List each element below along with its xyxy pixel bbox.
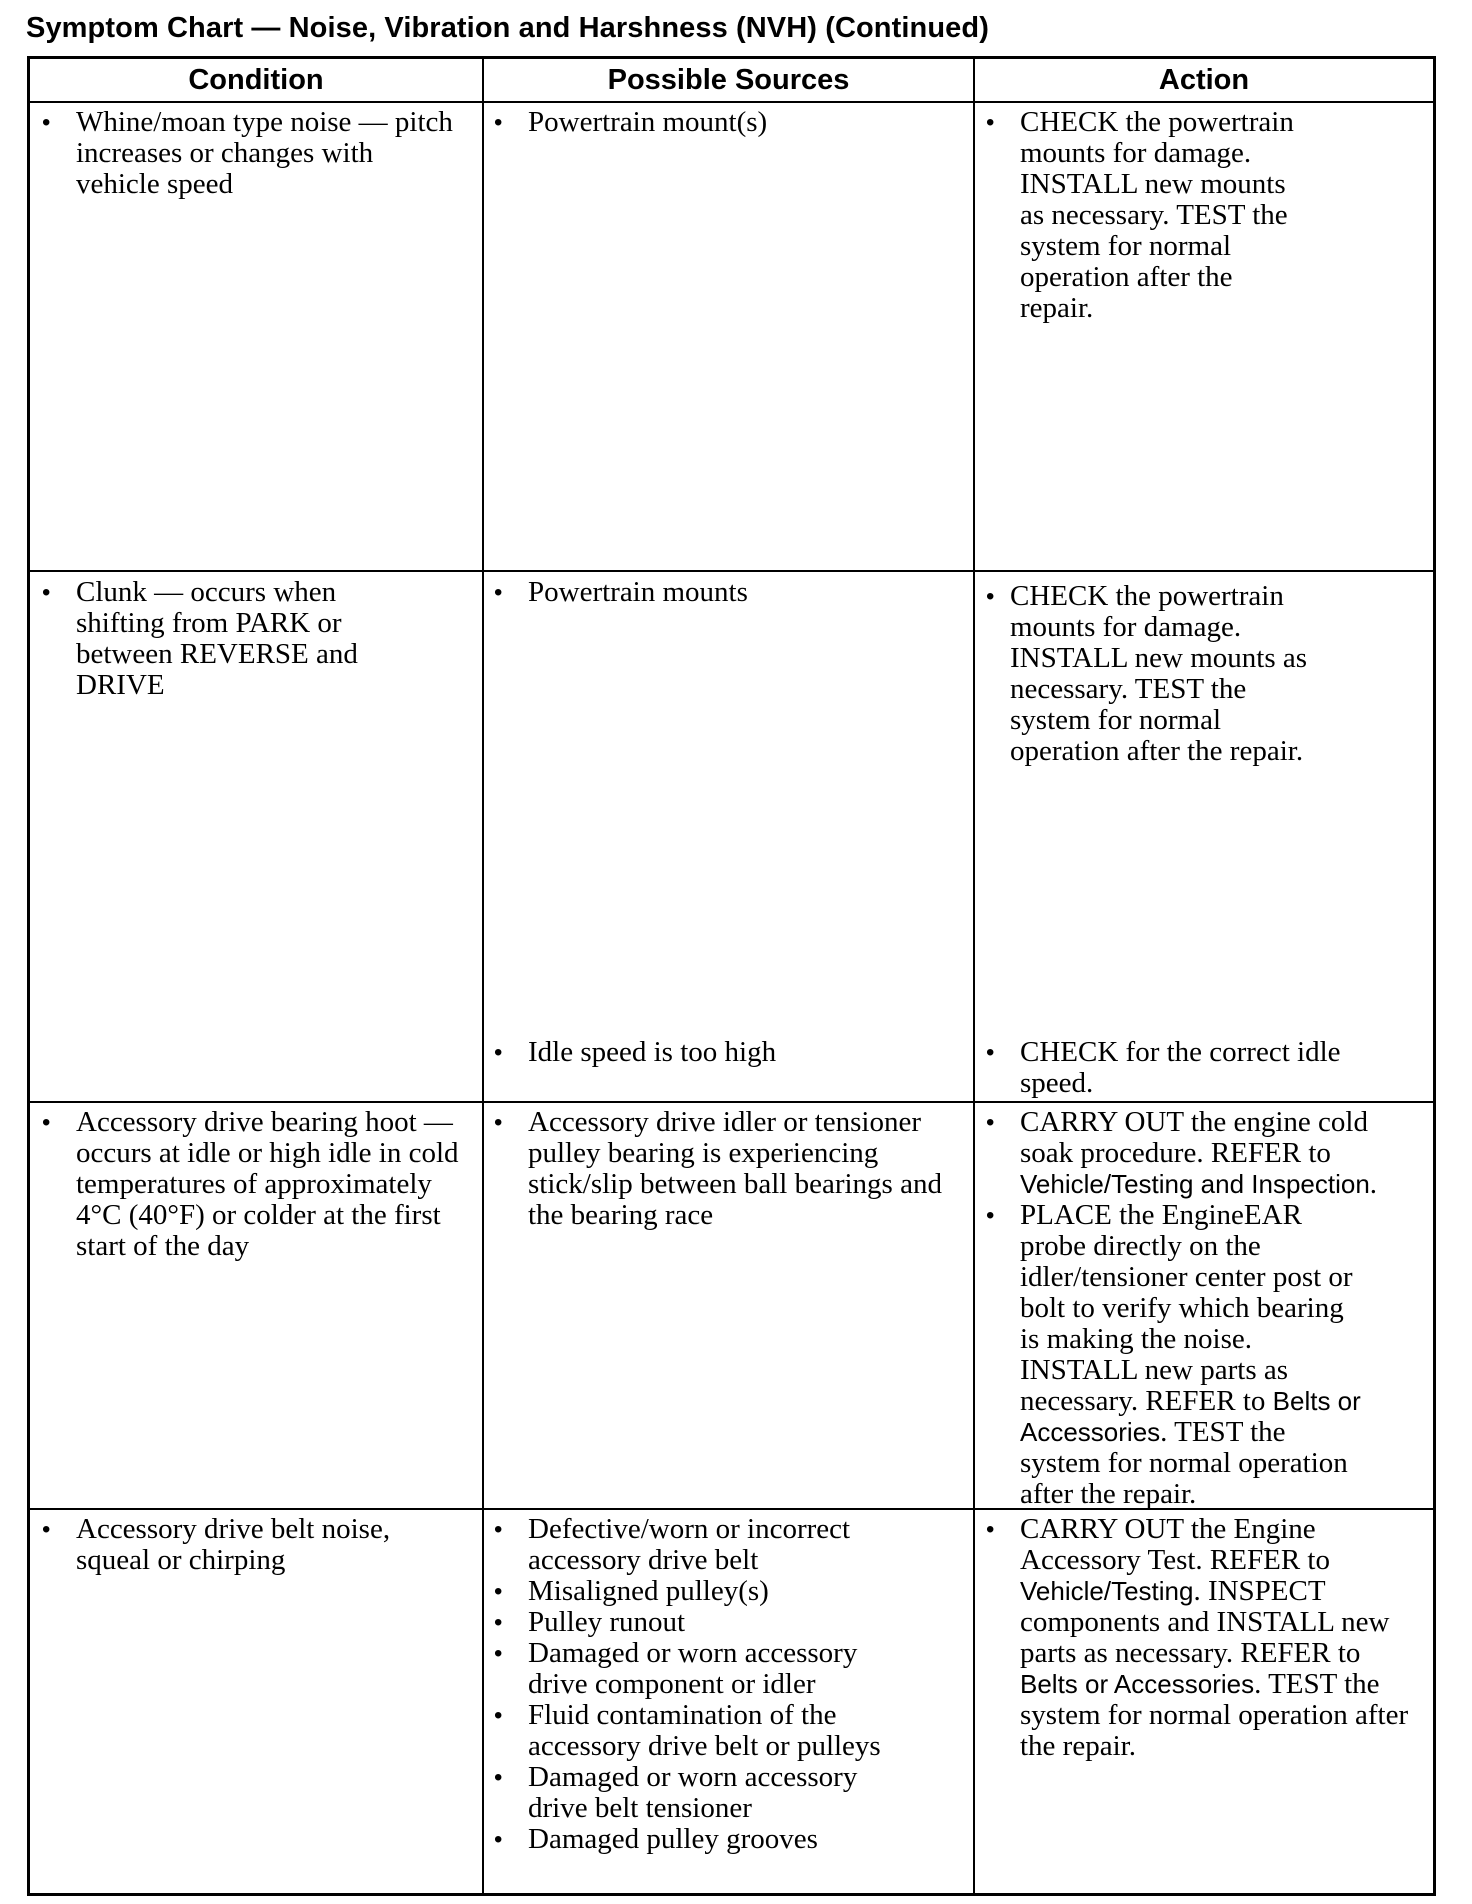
header-action: Action	[1158, 64, 1250, 96]
header-divider	[30, 101, 1433, 103]
header-condition: Condition	[188, 64, 324, 96]
source-item: • Misaligned pulley(s)	[528, 1575, 769, 1607]
action-item: • CHECK the powertrain mounts for damage. INSTALL new mounts as necessary. TEST the system for normal operation after the repair.	[1020, 106, 1294, 324]
column-divider	[482, 59, 484, 1893]
row-divider	[30, 570, 1433, 572]
row4-actions	[980, 1514, 1425, 1762]
row1-action	[980, 107, 1310, 324]
condition-text: • Whine/moan type noise — pitch increases or changes with vehicle speed	[76, 106, 453, 200]
source-item: • Accessory drive idler or tensioner pulley bearing is experiencing stick/slip between ball bearings and the bearing race	[528, 1106, 942, 1231]
row2-action-1	[980, 581, 1310, 767]
action-item: • CHECK the powertrain mounts for damage. INSTALL new mounts as necessary. TEST the system for normal operation after the repair.	[1010, 580, 1308, 767]
reference-link: Belts or Accessories	[1020, 1669, 1255, 1699]
row1-condition	[36, 107, 456, 200]
source-item: • Powertrain mounts	[528, 576, 748, 608]
row3-condition	[36, 1107, 461, 1262]
row4-condition	[36, 1514, 461, 1576]
symptom-table	[27, 56, 1436, 1896]
source-item: • Defective/worn or incorrect accessory drive belt	[528, 1513, 851, 1576]
row4-sources	[488, 1514, 908, 1855]
action-item: • CHECK for the correct idle speed.	[1020, 1036, 1341, 1099]
reference-link: Belts or Accessories	[1020, 1386, 1361, 1447]
row2-condition	[36, 577, 421, 701]
source-item: • Pulley runout	[528, 1606, 686, 1638]
action-item: • PLACE the EngineEAR probe directly on the idler/tensioner center post or bolt to verify which bearing is making the noise. INSTALL new parts as necessary. REFER to Belts or Accessories. TEST the system for normal operation after the repair.	[1020, 1199, 1361, 1510]
source-item: • Damaged or worn accessory drive belt tensioner	[528, 1761, 858, 1824]
source-item: • Idle speed is too high	[528, 1036, 777, 1068]
column-divider	[973, 59, 975, 1893]
row2-source-2	[488, 1037, 948, 1068]
source-item: • Damaged or worn accessory drive component or idler	[528, 1637, 858, 1700]
row1-sources	[488, 107, 948, 138]
condition-text: • Accessory drive bearing hoot — occurs at idle or high idle in cold temperatures of approximately 4°C (40°F) or colder at the first start of the day	[76, 1106, 459, 1262]
row3-sources	[488, 1107, 948, 1231]
page-title: Symptom Chart — Noise, Vibration and Harshness (NVH) (Continued)	[26, 12, 989, 44]
condition-text: • Clunk — occurs when shifting from PARK or between REVERSE and DRIVE	[76, 576, 358, 701]
source-item: • Powertrain mount(s)	[528, 106, 768, 138]
row2-action-2	[980, 1037, 1400, 1099]
action-item: • CARRY OUT the engine cold soak procedure. REFER to Vehicle/Testing and Inspection.	[1020, 1106, 1378, 1200]
action-item: • CARRY OUT the Engine Accessory Test. REFER to Vehicle/Testing. INSPECT components and INSTALL new parts as necessary. REFER to Belts or Accessories. TEST the system for normal operation after the repair.	[1020, 1513, 1409, 1762]
reference-link: Vehicle/Testing	[1020, 1576, 1194, 1606]
condition-text: • Accessory drive belt noise, squeal or chirping	[76, 1513, 391, 1576]
source-item: • Damaged pulley grooves	[528, 1823, 818, 1855]
source-item: • Fluid contamination of the accessory drive belt or pulleys	[528, 1699, 881, 1762]
row3-actions	[980, 1107, 1425, 1510]
header-possible-sources: Possible Sources	[607, 64, 850, 96]
row-divider	[30, 1101, 1433, 1103]
row2-source-1	[488, 577, 948, 608]
reference-link: Vehicle/Testing and Inspection	[1020, 1169, 1370, 1199]
